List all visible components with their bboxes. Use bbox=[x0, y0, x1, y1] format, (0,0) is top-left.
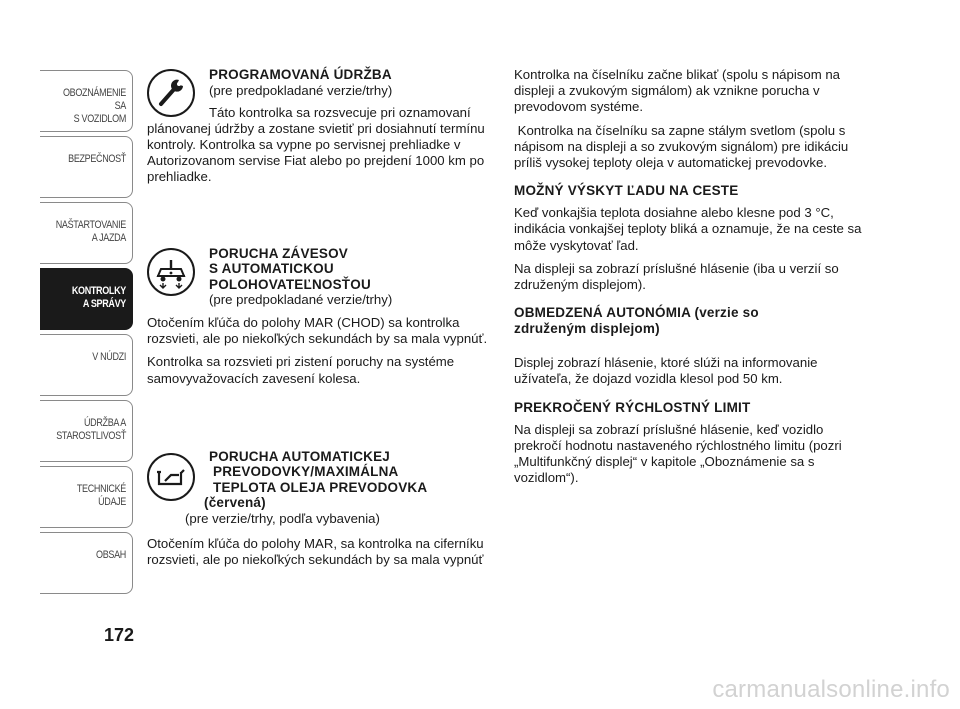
tab-nastartovanie[interactable]: NAŠTARTOVANIE A JAZDA bbox=[40, 202, 133, 264]
section-title-line1: PORUCHA ZÁVESOV bbox=[209, 245, 349, 261]
body-text: Kontrolka na číselníku začne blikať (spolu s nápisom na displeji a zvukovým sigmálom) ak vznikne porucha v prevodovom systéme. bbox=[514, 67, 841, 115]
tab-obsah[interactable]: OBSAH bbox=[40, 532, 133, 594]
section-porucha-zavesov bbox=[147, 246, 497, 387]
section-title-line1: PORUCHA AUTOMATICKEJ bbox=[209, 448, 391, 464]
body-text: Táto kontrolka sa rozsvecuje pri oznamovaní plánovanej údržby a zostane svietiť pri dosiahnutí termínu kontroly. Kontrolka sa vypne po servisnej prehliadke v Autorizovanom servise Fiat alebo po prejdení 1000 km po prehliadke. bbox=[147, 104, 485, 185]
section-title-line2: S AUTOMATICKOU bbox=[209, 261, 334, 277]
heading-limited-range: OBMEDZENÁ AUTONÓMIA (verzie so združeným displejom) bbox=[514, 305, 759, 337]
chapter-tabs bbox=[40, 70, 133, 598]
tab-udrzba[interactable]: ÚDRŽBA A STAROSTLIVOSŤ bbox=[40, 400, 133, 462]
section-subtitle: (pre predpokladané verzie/trhy) bbox=[209, 292, 393, 308]
tab-v-nudzi[interactable]: V NÚDZI bbox=[40, 334, 133, 396]
heading-speed-limit: PREKROČENÝ RÝCHLOSTNÝ LIMIT bbox=[514, 399, 751, 415]
body-text: Kontrolka sa rozsvieti pri zistení poruchy na systéme samovyvažovacích zavesení kolesa. bbox=[147, 354, 455, 386]
transmission-oil-temperature-icon bbox=[147, 453, 195, 501]
section-porucha-prevodovky bbox=[147, 449, 497, 568]
body-text: Kontrolka na číselníku sa zapne stálym svetlom (spolu s nápisom na displeji a so zvukovým signálom) pre idikáciu príliš vysokej teploty oleja v automatickej prevodovke. bbox=[514, 122, 852, 171]
section-title: PROGRAMOVANÁ ÚDRŽBA bbox=[209, 67, 392, 82]
left-column bbox=[147, 67, 497, 575]
tab-oboznamenie[interactable]: OBOZNÁMENIE SA S VOZIDLOM bbox=[40, 70, 133, 132]
right-column bbox=[514, 67, 874, 493]
car-suspension-warning-icon bbox=[147, 248, 195, 296]
tab-bezpecnost[interactable]: BEZPEČNOSŤ bbox=[40, 136, 133, 198]
section-subtitle: (pre verzie/trhy, podľa vybavenia) bbox=[185, 510, 380, 526]
body-text: Na displeji sa zobrazí príslušné hlásenie (iba u verzií so združeným displejom). bbox=[514, 260, 839, 293]
heading-ice-on-road: MOŽNÝ VÝSKYT ĽADU NA CESTE bbox=[514, 183, 739, 199]
section-title-line4: (červená) bbox=[204, 495, 266, 511]
body-text: Otočením kľúča do polohy MAR (CHOD) sa kontrolka rozsvieti, ale po niekoľkých sekundách by sa mala vypnúť. bbox=[147, 315, 488, 347]
section-programovana-udrzba bbox=[147, 67, 497, 186]
body-text: Keď vonkajšia teplota dosiahne alebo klesne pod 3 °C, indikácia vonkajšej teploty bliká a oznamuje, že na ceste sa môže vyskytovať ľad. bbox=[514, 205, 862, 253]
page-number: 172 bbox=[103, 625, 134, 645]
wrench-icon bbox=[147, 69, 195, 117]
section-subtitle: (pre predpokladané verzie/trhy) bbox=[209, 82, 393, 98]
body-text: Displej zobrazí hlásenie, ktoré slúži na informovanie užívateľa, že dojazd vozidla klesol pod 50 km. bbox=[514, 355, 818, 387]
section-title-line3: TEPLOTA OLEJA PREVODOVKA bbox=[213, 479, 428, 495]
watermark: carmanualsonline.info bbox=[712, 676, 950, 703]
section-title-line2: PREVODOVKY/MAXIMÁLNA bbox=[213, 464, 399, 480]
tab-technicke-udaje[interactable]: TECHNICKÉ ÚDAJE bbox=[40, 466, 133, 528]
tab-kontrolky[interactable]: KONTROLKY A SPRÁVY bbox=[40, 268, 133, 330]
section-title-line3: POLOHOVATEĽNOSŤOU bbox=[209, 276, 371, 292]
body-text: Na displeji sa zobrazí príslušné hlásenie, keď vozidlo prekročí hodnotu nastaveného rýchlostného limitu (pozri „Multifunkčný displej“ v kapitole „Oboznámenie sa s vozidlom“). bbox=[514, 421, 842, 486]
body-text: Otočením kľúča do polohy MAR, sa kontrolka na ciferníku rozsvieti, ale po niekoľkých sekundách by sa mala vypnúť bbox=[147, 535, 484, 568]
